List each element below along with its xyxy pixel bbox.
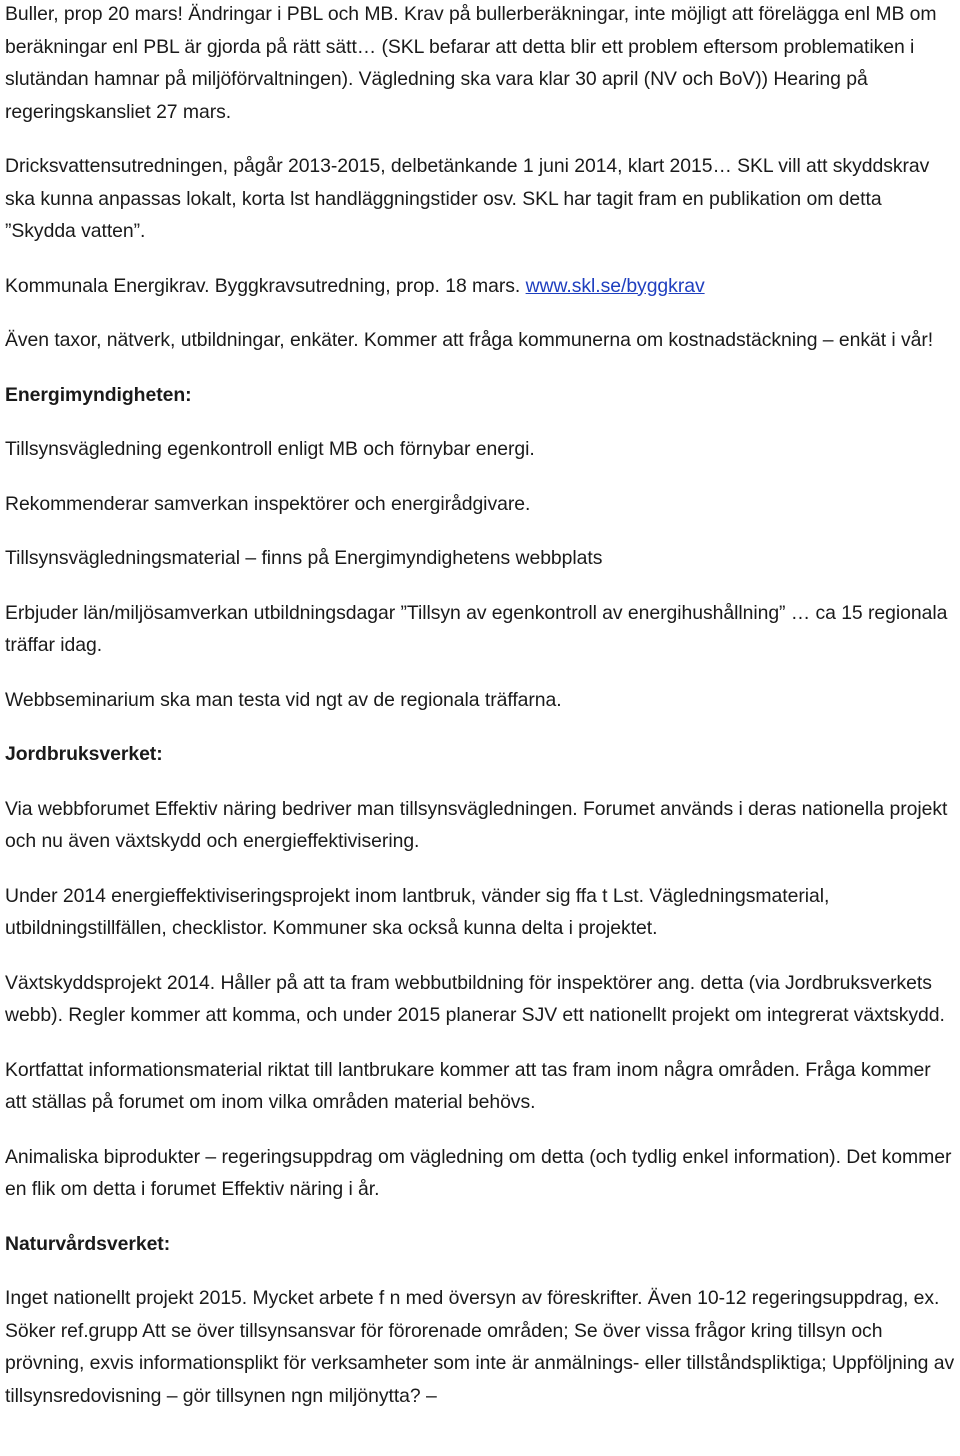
heading-naturvardsverket: Naturvårdsverket: (5, 1232, 171, 1255)
paragraph-taxor: Även taxor, nätverk, utbildningar, enkäter. Kommer att fråga kommunerna om kostnadstäckning – enkät i vår! (5, 329, 934, 351)
paragraph-energi-2: Rekommenderar samverkan inspektörer och energirådgivare. (5, 492, 531, 515)
paragraph-energikrav (5, 270, 955, 303)
paragraph-energi-4: Erbjuder län/miljösamverkan utbildningsdagar ”Tillsyn av egenkontroll av energihushållning” … ca 15 regionala träffar idag. (5, 601, 948, 656)
paragraph-jordbruk-3: Växtskyddsprojekt 2014. Håller på att ta fram webbutbildning för inspektörer ang. detta (via Jordbruksverkets webb). Regler kommer att komma, och under 2015 planerar SJV ett nationellt projekt om integrerat växtskydd. (5, 971, 945, 1026)
energikrav-text: Kommunala Energikrav. Byggkravsutredning, prop. 18 mars. (5, 274, 526, 297)
paragraph-buller: Buller, prop 20 mars! Ändringar i PBL och MB. Krav på bullerberäkningar, inte möjligt att förelägga enl MB om beräkningar enl PBL är gjorda på rätt sätt… (SKL befarar att detta blir ett problem eftersom problematiken i slutändan hamnar på miljöförvaltningen). Vägledning ska vara klar 30 april (NV och BoV)) Hearing på regeringskansliet 27 mars. (5, 3, 937, 123)
paragraph-dricksvatten: Dricksvattensutredningen, pågår 2013-2015, delbetänkande 1 juni 2014, klart 2015… SKL vill att skyddskrav ska kunna anpassas lokalt, korta lst handläggningstider osv. SKL har tagit fram en publikation om detta ”Skydda vatten”. (5, 155, 930, 242)
paragraph-energi-5: Webbseminarium ska man testa vid ngt av de regionala träffarna. (5, 688, 562, 711)
paragraph-jordbruk-4: Kortfattat informationsmaterial riktat till lantbrukare kommer att tas fram inom några områden. Fråga kommer att ställas på forumet om inom vilka områden material behövs. (5, 1058, 931, 1113)
paragraph-energi-3: Tillsynsvägledningsmaterial – finns på Energimyndighetens webbplats (5, 547, 603, 569)
heading-energimyndigheten: Energimyndigheten: (5, 383, 192, 406)
document-page (5, 0, 955, 1434)
paragraph-energi-1: Tillsynsvägledning egenkontroll enligt MB och förnybar energi. (5, 438, 535, 460)
byggkrav-link[interactable]: www.skl.se/byggkrav (525, 274, 705, 297)
paragraph-jordbruk-1: Via webbforumet Effektiv näring bedriver man tillsynsvägledningen. Forumet används i deras nationella projekt och nu även växtskydd och energieffektivisering. (5, 797, 948, 852)
paragraph-jordbruk-2: Under 2014 energieffektiviseringsprojekt inom lantbruk, vänder sig ffa t Lst. Vägledningsmaterial, utbildningstillfällen, checklistor. Kommuner ska också kunna delta i projektet. (5, 884, 830, 939)
heading-jordbruksverket: Jordbruksverket: (5, 743, 163, 765)
paragraph-jordbruk-5: Animaliska biprodukter – regeringsuppdrag om vägledning om detta (och tydlig enkel information). Det kommer en flik om detta i forumet Effektiv näring i år. (5, 1145, 952, 1200)
paragraph-naturvard-1: Inget nationellt projekt 2015. Mycket arbete f n med översyn av föreskrifter. Även 10-12 regeringsuppdrag, ex. Söker ref.grupp Att se över tillsynsansvar för förorenade områden; Se över vissa frågor kring tillsyn och prövning, exvis informationsplikt för verksamheter som inte är anmälnings- eller tillståndspliktiga; Uppföljning av tillsynsredovisning – gör tillsynen ngn miljönytta? – (5, 1287, 955, 1407)
